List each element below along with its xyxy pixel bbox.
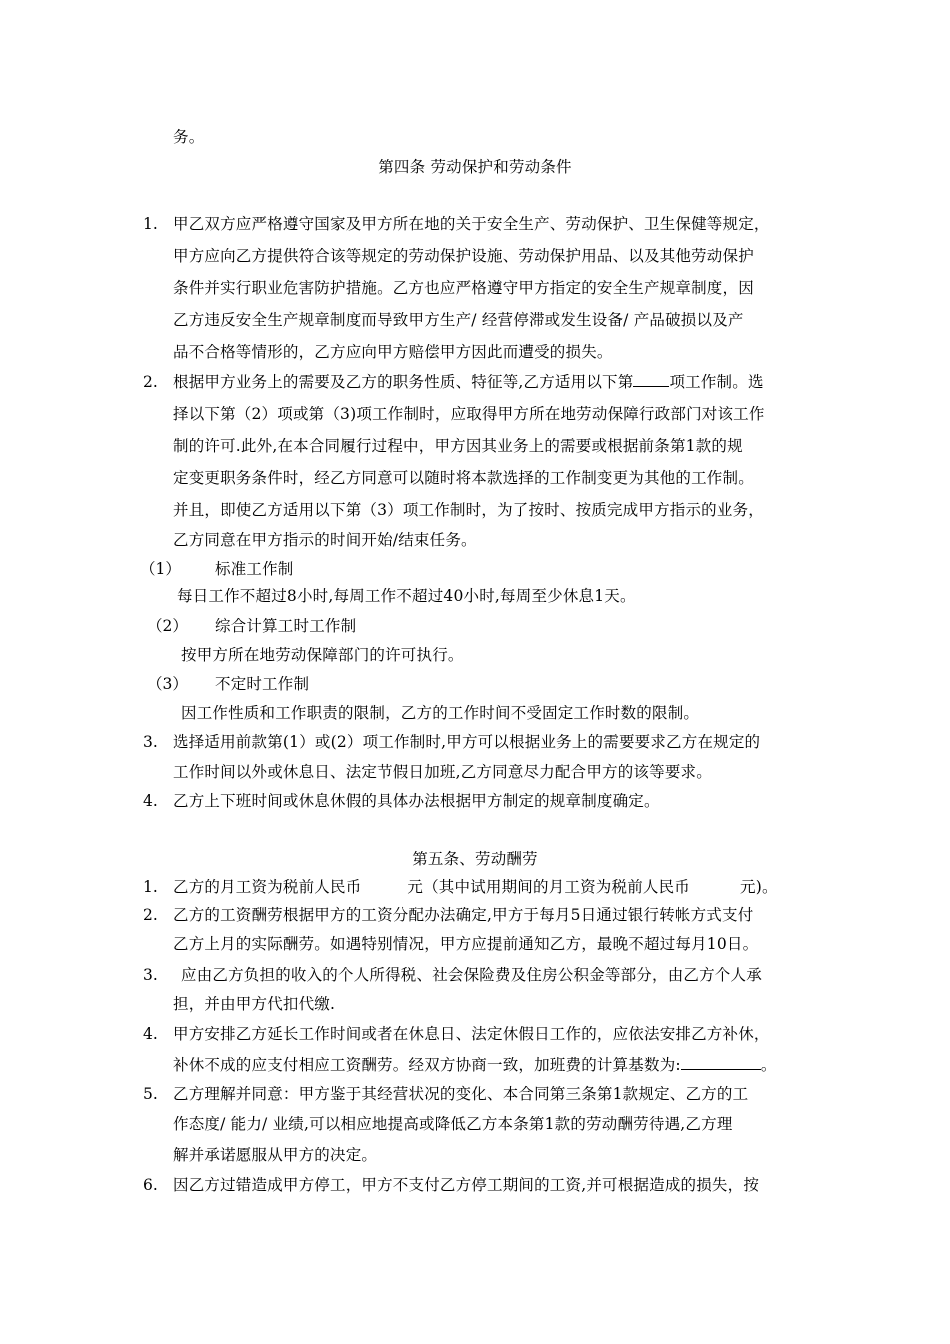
item-number: 1. [143,878,158,896]
sub-item-text: 因工作性质和工作职责的限制，乙方的工作时间不受固定工作时数的限制。 [181,704,700,722]
paragraph-text: 乙方的月工资为税前人民币 [173,878,362,896]
paragraph-line: 担，并由甲方代扣代缴. [173,995,336,1013]
paragraph-text: 项工作制。选 [669,373,764,391]
paragraph-line: 乙方违反安全生产规章制度而导致甲方生产/ 经营停滞或发生设备/ 产品破损以及产 [173,311,744,329]
paragraph-line: 甲方安排乙方延长工作时间或者在休息日、法定休假日工作的，应依法安排乙方补休， [173,1025,770,1043]
paragraph-line: 并且，即使乙方适用以下第（3）项工作制时，为了按时、按质完成甲方指示的业务， [173,501,764,519]
paragraph-line [173,372,764,392]
paragraph-line: 乙方上月的实际酬劳。如遇特别情况，甲方应提前通知乙方，最晚不超过每月10日。 [173,935,759,953]
item-number: 2. [143,906,158,924]
item-number: 3. [143,966,158,984]
article-5-title: 第五条、劳动酬劳 [412,850,538,868]
item-number: 4. [143,792,158,810]
paragraph-line: 乙方上下班时间或休息休假的具体办法根据甲方制定的规章制度确定。 [173,792,660,810]
sub-item-title: 不定时工作制 [215,675,310,693]
paragraph-line: 品不合格等情形的，乙方应向甲方赔偿甲方因此而遭受的损失。 [173,343,613,361]
paragraph-line: 选择适用前款第(1）或(2）项工作制时,甲方可以根据业务上的需要要求乙方在规定的 [173,733,761,751]
item-number: 3. [143,733,158,751]
paragraph-line: 工作时间以外或休息日、法定节假日加班,乙方同意尽力配合甲方的该等要求。 [173,763,712,781]
paragraph-line: 甲乙双方应严格遵守国家及甲方所在地的关于安全生产、劳动保护、卫生保健等规定， [173,215,770,233]
article-4-title: 第四条 劳动保护和劳动条件 [378,158,572,176]
paragraph-line: 解并承诺愿服从甲方的决定。 [173,1146,378,1164]
paragraph-line: 条件并实行职业危害防护措施。乙方也应严格遵守甲方指定的安全生产规章制度，因 [173,279,754,297]
item-number: 4. [143,1025,158,1043]
paragraph-line: 甲方应向乙方提供符合该等规定的劳动保护设施、劳动保护用品、以及其他劳动保护 [173,247,754,265]
item-number: 5. [143,1085,158,1103]
blank-field [633,372,669,387]
paragraph-line: 乙方的工资酬劳根据甲方的工资分配办法确定,甲方于每月5日通过银行转帐方式支付 [173,906,754,924]
item-number: 6. [143,1176,158,1194]
sub-item-number: （2） [147,617,188,635]
paragraph-line: 作态度/ 能力/ 业绩,可以相应地提高或降低乙方本条第1款的劳动酬劳待遇,乙方理 [173,1115,733,1133]
sub-item-text: 每日工作不超过8小时,每周工作不超过40小时,每周至少休息1天。 [177,587,636,605]
paragraph-line: 因乙方过错造成甲方停工，甲方不支付乙方停工期间的工资,并可根据造成的损失，按 [173,1176,760,1194]
sub-item-number: （3） [147,675,188,693]
carry-over-text: 务。 [173,128,205,146]
paragraph-line: 择以下第（2）项或第（3)项工作制时，应取得甲方所在地劳动保障行政部门对该工作 [173,405,765,423]
paragraph-text: 元（其中试用期间的月工资为税前人民币 [407,878,691,896]
item-number: 1. [143,215,158,233]
paragraph-line: 定变更职务条件时，经乙方同意可以随时将本款选择的工作制变更为其他的工作制。 [173,469,754,487]
paragraph-text: 根据甲方业务上的需要及乙方的职务性质、特征等,乙方适用以下第 [173,373,634,391]
item-number: 2. [143,373,158,391]
blank-field [681,1055,761,1070]
paragraph-text: 元)。 [740,878,778,896]
sub-item-title: 综合计算工时工作制 [215,617,357,635]
sub-item-text: 按甲方所在地劳动保障部门的许可执行。 [181,646,464,664]
sub-item-number: （1） [140,560,181,578]
paragraph-line [173,1055,777,1075]
paragraph-line: 乙方同意在甲方指示的时间开始/结束任务。 [173,531,477,549]
paragraph-text: 补休不成的应支付相应工资酬劳。经双方协商一致，加班费的计算基数为: [173,1056,681,1074]
paragraph-text: 。 [760,1056,777,1074]
paragraph-line: 应由乙方负担的收入的个人所得税、社会保险费及住房公积金等部分，由乙方个人承 [181,966,762,984]
paragraph-line [173,877,778,897]
paragraph-line: 乙方理解并同意：甲方鉴于其经营状况的变化、本合同第三条第1款规定、乙方的工 [173,1085,749,1103]
paragraph-line: 制的许可.此外,在本合同履行过程中，甲方因其业务上的需要或根据前条第1款的规 [173,437,743,455]
sub-item-title: 标准工作制 [215,560,294,578]
